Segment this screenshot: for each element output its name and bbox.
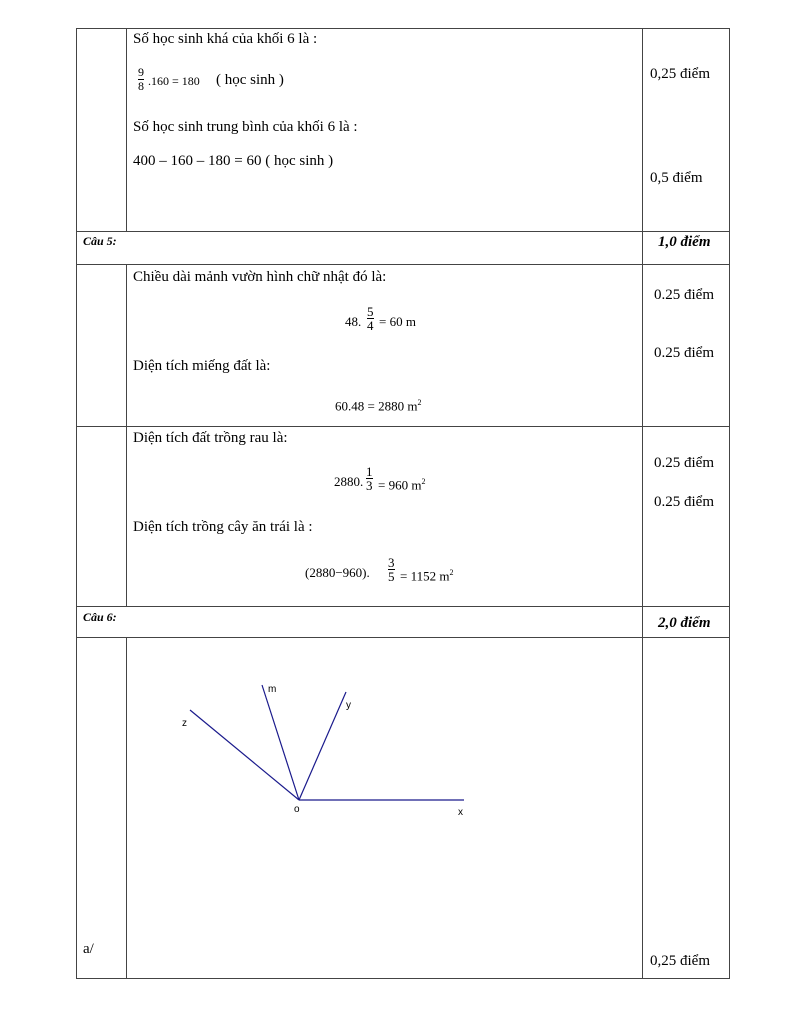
score-label: 0.25 điểm (654, 287, 714, 303)
equation-result (378, 474, 425, 493)
score-label: 0,25 điểm (650, 953, 710, 969)
question-total-score: 1,0 điểm (658, 234, 711, 250)
equation: .160 = 180 (148, 74, 200, 88)
score-label: 0.25 điểm (654, 345, 714, 361)
fraction-numerator: 5 (367, 304, 374, 319)
fraction-denominator: 3 (366, 478, 373, 493)
answer-text: Chiều dài mảnh vườn hình chữ nhật đó là: (133, 269, 387, 285)
fraction (388, 556, 395, 583)
row-divider (76, 426, 730, 427)
fraction-numerator: 3 (388, 555, 395, 570)
equation-text: 60.48 = 2880 m (335, 398, 418, 414)
ray-om (262, 685, 299, 800)
ray-oy (299, 692, 346, 800)
angle-figure (170, 675, 480, 825)
col-divider (126, 637, 127, 978)
fraction (366, 465, 373, 492)
fraction (138, 66, 144, 93)
col-divider (126, 28, 127, 231)
fraction-numerator: 1 (366, 464, 373, 479)
question-label: Câu 6: (83, 610, 117, 624)
fraction-denominator: 8 (138, 79, 144, 93)
answer-text: Diện tích trồng cây ăn trái là : (133, 519, 313, 535)
table-border-top (76, 28, 730, 29)
ray-oz (190, 710, 299, 800)
equation-text: = 960 m (378, 477, 422, 493)
unit-text: ( học sinh ) (216, 72, 284, 88)
answer-text: Diện tích đất trồng rau là: (133, 430, 288, 446)
score-label: 0.25 điểm (654, 494, 714, 510)
label-y: y (346, 700, 351, 711)
score-label: 0,5 điểm (650, 170, 703, 186)
table-border-bottom (76, 978, 730, 979)
fraction-numerator: 9 (138, 65, 144, 79)
part-label: a/ (83, 941, 94, 957)
score-label: 0.25 điểm (654, 455, 714, 471)
equation-prefix: 48. (345, 314, 362, 329)
equation (335, 395, 421, 414)
fraction-denominator: 4 (367, 318, 374, 333)
row-divider (76, 231, 730, 232)
table-border-left (76, 28, 77, 979)
score-label: 0,25 điểm (650, 66, 710, 82)
equation-prefix: 2880. (334, 474, 364, 489)
row-divider (76, 637, 730, 638)
equation-text: = 1152 m (400, 568, 450, 584)
label-x: x (458, 807, 463, 818)
fraction (367, 305, 374, 332)
col-divider (642, 637, 643, 978)
fraction-denominator: 5 (388, 569, 395, 584)
row-divider (76, 264, 730, 265)
equation-prefix: (2880−960). (305, 565, 370, 580)
answer-text: Số học sinh khá của khối 6 là : (133, 31, 318, 47)
table-border-right (729, 28, 730, 979)
exponent: 2 (449, 568, 454, 577)
exponent: 2 (417, 398, 422, 407)
label-z: z (182, 718, 187, 729)
row-divider (76, 606, 730, 607)
label-o: o (294, 804, 300, 815)
equation-result: = 60 m (379, 314, 416, 329)
label-m: m (268, 684, 277, 695)
equation: 400 – 160 – 180 = 60 ( học sinh ) (133, 153, 334, 169)
col-divider (642, 264, 643, 637)
exponent: 2 (421, 477, 426, 486)
col-divider (642, 28, 643, 264)
answer-text: Số học sinh trung bình của khối 6 là : (133, 119, 358, 135)
answer-text: Diện tích miếng đất là: (133, 358, 271, 374)
question-total-score: 2,0 điểm (658, 615, 711, 631)
question-label: Câu 5: (83, 234, 117, 248)
col-divider (126, 264, 127, 606)
equation-result (400, 565, 453, 584)
